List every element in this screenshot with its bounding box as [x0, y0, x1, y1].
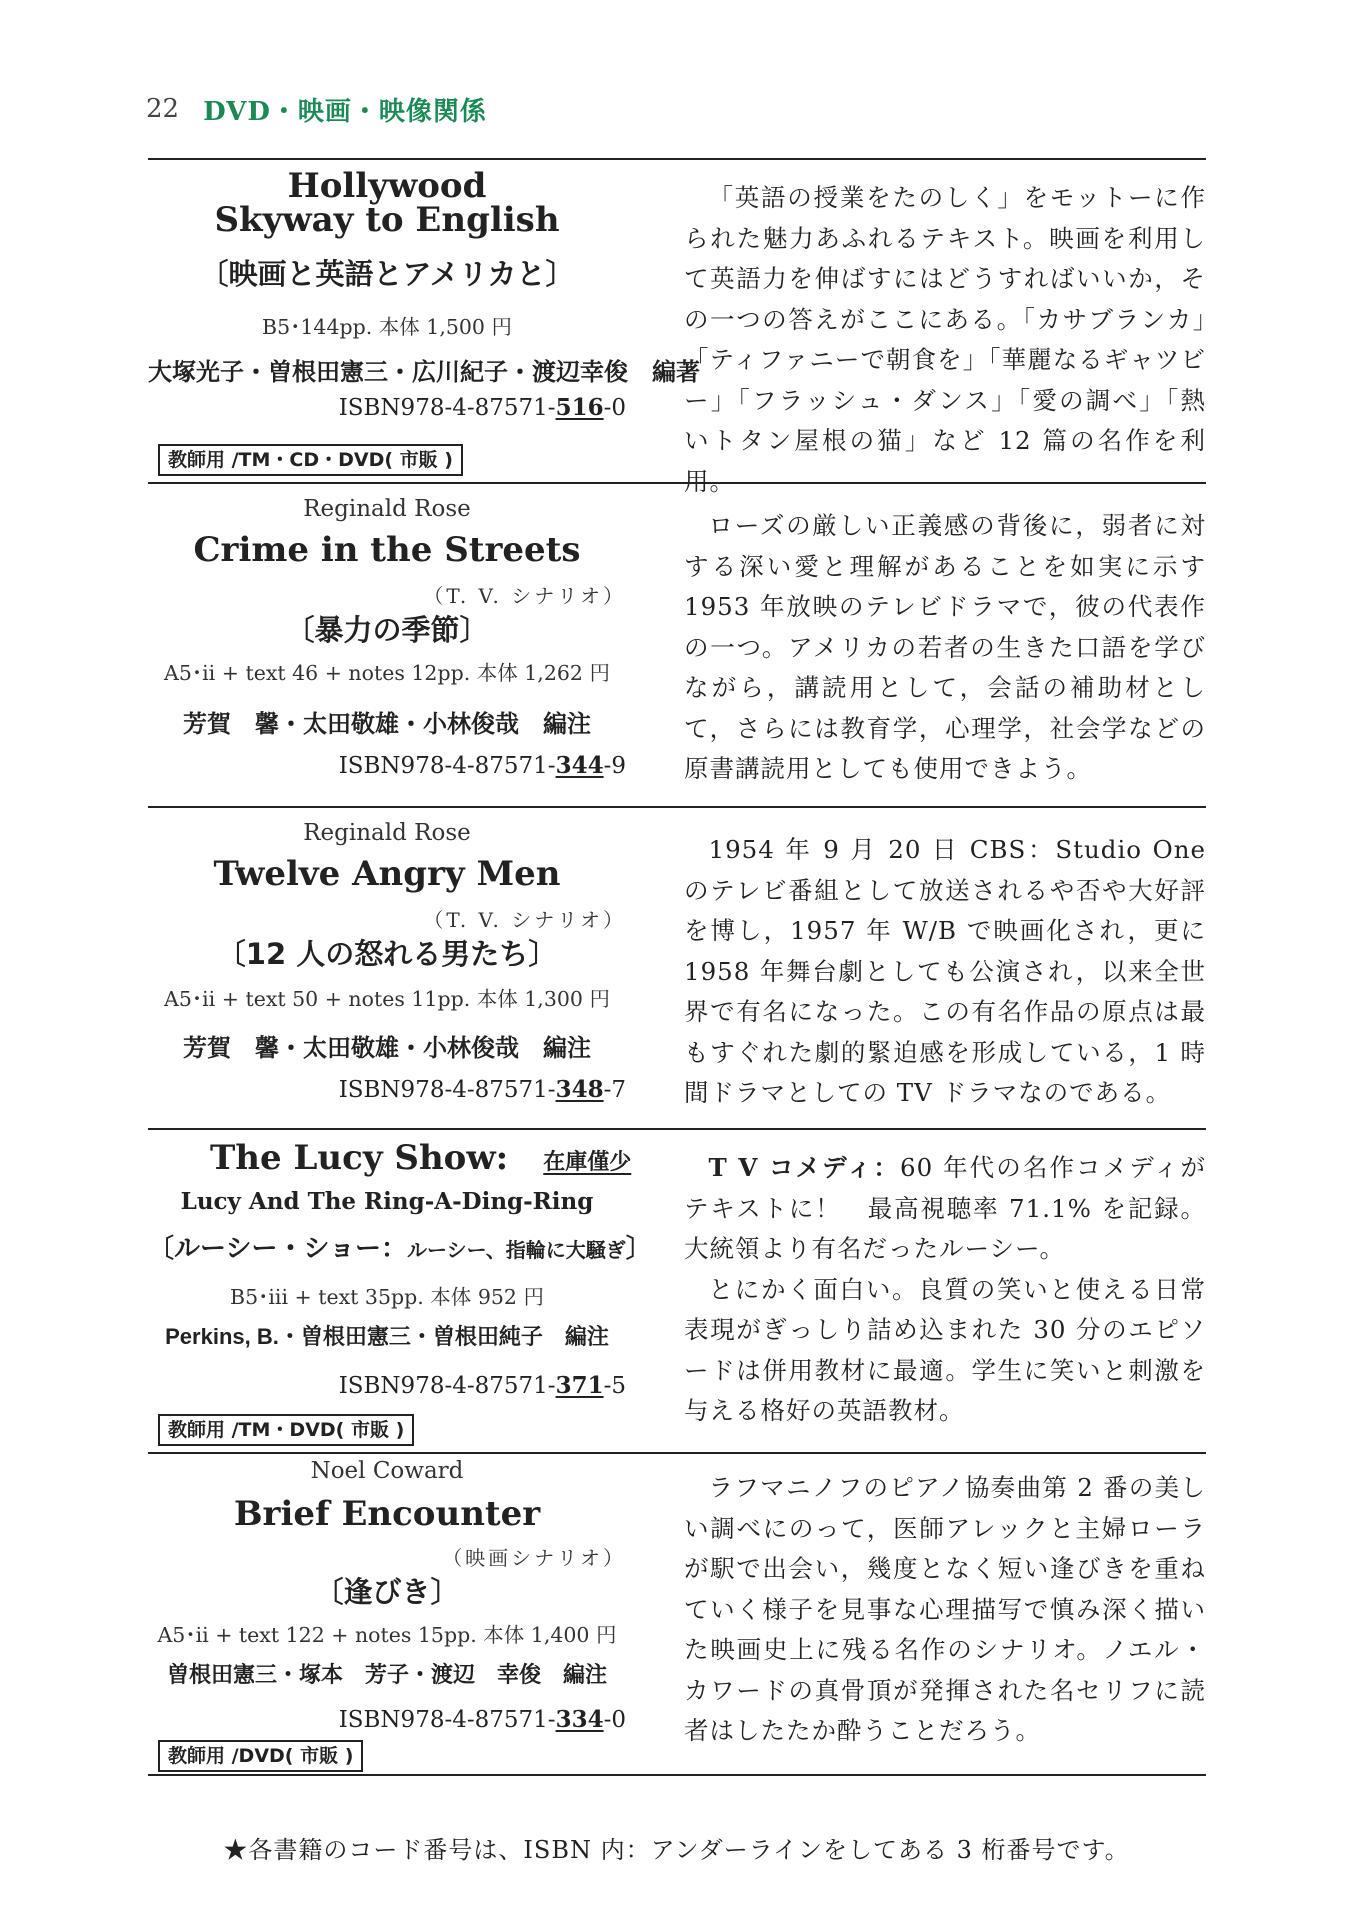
book-description: 1954 年 9 月 20 日 CBS：Studio One のテレビ番組として放送されるや否や大好評を博し，1957 年 W/B で映画化され，更に 1958 年舞台劇としても公演され，以来全世界で有名になった。この有名作品の原点は最もすぐれた劇的緊迫感を形成している，1 時間ドラマとしての TV ドラマなのである。 [684, 835, 1206, 1107]
book-editors: 大塚光子・曽根田憲三・広川紀子・渡辺幸俊 編著 [148, 358, 700, 386]
description-lead: T V コメディ： [708, 1153, 901, 1182]
book-spec: A5･ii + text 46 + notes 12pp. 本体 1,262 円 [164, 661, 610, 685]
book-editors: 芳賀 馨・太田敬雄・小林俊哉 編注 [183, 710, 591, 738]
book-genre: （T. V. シナリオ） [423, 584, 626, 608]
book-info [148, 808, 626, 1128]
book-entry-lucy-show [148, 1130, 1206, 1454]
book-genre: （T. V. シナリオ） [423, 908, 626, 932]
section-title: DVD・映画・映像関係 [203, 96, 487, 127]
isbn: ISBN978-4-87571-371-5 [338, 1372, 626, 1399]
book-title: Brief Encounter [233, 1494, 541, 1534]
book-entry-twelve-angry-men [148, 808, 1206, 1130]
japanese-title: 〔12 人の怒れる男たち〕 [216, 937, 558, 971]
book-genre: （映画シナリオ） [442, 1546, 626, 1570]
book-info [148, 484, 626, 806]
book-description: 「英語の授業をたのしく」をモットーに作られた魅力あふれるテキスト。映画を利用して英語力を伸ばすにはどうすればいいか，その一つの答えがここにある。「カサブランカ」「ティファニーで朝食を」「華麗なるギャツビー」「フラッシュ・ダンス」「愛の調べ」「熱いトタン屋根の猫」など 12 篇の名作を利用。 [684, 183, 1206, 496]
isbn-footnote: ★各書籍のコード番号は、ISBN 内：アンダーラインをしてある 3 桁番号です。 [223, 1836, 1130, 1864]
isbn-code: 516 [555, 394, 604, 421]
book-author: Reginald Rose [303, 496, 471, 522]
book-title-line1: Hollywood [287, 166, 487, 206]
book-title-line2: Skyway to English [214, 200, 560, 240]
book-title: Crime in the Streets [193, 530, 581, 570]
book-entry-brief-encounter [148, 1454, 1206, 1776]
page-header [146, 92, 487, 126]
japanese-title: 〔暴力の季節〕 [285, 613, 489, 647]
book-spec: B5･iii + text 35pp. 本体 952 円 [230, 1285, 544, 1309]
book-editors: 曽根田憲三・塚本 芳子・渡辺 幸俊 編注 [166, 1663, 607, 1688]
book-catalog [148, 158, 1206, 1776]
book-spec: B5･144pp. 本体 1,500 円 [262, 315, 512, 339]
book-spec: A5･ii + text 50 + notes 11pp. 本体 1,300 円 [164, 987, 610, 1011]
isbn: ISBN978-4-87571-344-9 [338, 752, 626, 779]
book-author: Reginald Rose [303, 820, 471, 846]
book-author: Noel Coward [310, 1458, 464, 1484]
book-entry-crime-in-the-streets [148, 484, 1206, 808]
book-title: The Lucy Show: [210, 1138, 509, 1178]
japanese-title: 〔ルーシー・ショー：ルーシー、指輪に大騒ぎ〕 [148, 1234, 652, 1264]
teacher-material-badge: 教師用 /DVD( 市販 ) [158, 1740, 363, 1772]
book-description: T V コメディ：60 年代の名作コメディがテキストに！ 最高視聴率 71.1% を記録。大統領より有名だったルーシー。 とにかく面白い。良質の笑いと使える日常表現がぎっしり詰め込まれた 30 分のエピソードは併用教材に最適。学生に笑いと刺激を与える格好の英語教材。 [684, 1153, 1206, 1425]
isbn-code: 348 [555, 1076, 604, 1103]
teacher-material-badge: 教師用 /TM・DVD( 市販 ) [158, 1414, 414, 1446]
book-info [148, 1454, 626, 1774]
japanese-title: 〔映画と英語とアメリカと〕 [199, 257, 575, 291]
low-stock-label: 在庫僅少 [543, 1150, 632, 1175]
book-description: ローズの厳しい正義感の背後に，弱者に対する深い愛と理解があることを如実に示す 1953 年放映のテレビドラマで，彼の代表作の一つ。アメリカの若者の生きた口語を学びながら，講読用として，会話の補助材として，さらには教育学，心理学，社会学などの原書講読用としても使用できよう。 [684, 511, 1206, 783]
isbn: ISBN978-4-87571-334-0 [338, 1706, 626, 1733]
book-info [148, 1130, 652, 1452]
isbn: ISBN978-4-87571-516-0 [338, 394, 626, 421]
book-description: ラフマニノフのピアノ協奏曲第 2 番の美しい調べにのって，医師アレックと主婦ローラが駅で出会い，幾度となく短い逢びきを重ねていく様子を見事な心理描写で慎み深く描いた映画史上に残る名作のシナリオ。ノエル・カワードの真骨頂が発揮された名セリフに読者はしたたか酔うことだろう。 [684, 1473, 1206, 1745]
book-editors: 芳賀 馨・太田敬雄・小林俊哉 編注 [183, 1034, 591, 1062]
book-title-row [148, 1138, 688, 1178]
book-entry-hollywood [148, 160, 1206, 496]
teacher-material-badge: 教師用 /TM・CD・DVD( 市販 ) [158, 444, 463, 476]
isbn-code: 334 [555, 1706, 604, 1733]
book-title: Twelve Angry Men [213, 854, 561, 894]
isbn-code: 344 [555, 752, 604, 779]
book-spec: A5･ii + text 122 + notes 15pp. 本体 1,400 円 [157, 1623, 617, 1647]
isbn: ISBN978-4-87571-348-7 [338, 1076, 626, 1103]
japanese-title: 〔逢びき〕 [314, 1575, 460, 1609]
book-subtitle: Lucy And The Ring-A-Ding-Ring [180, 1188, 594, 1215]
page-number: 22 [146, 94, 180, 124]
book-info [148, 160, 700, 482]
book-editors: Perkins, B.・曽根田憲三・曽根田純子 編注 [165, 1324, 609, 1350]
isbn-code: 371 [555, 1372, 604, 1399]
